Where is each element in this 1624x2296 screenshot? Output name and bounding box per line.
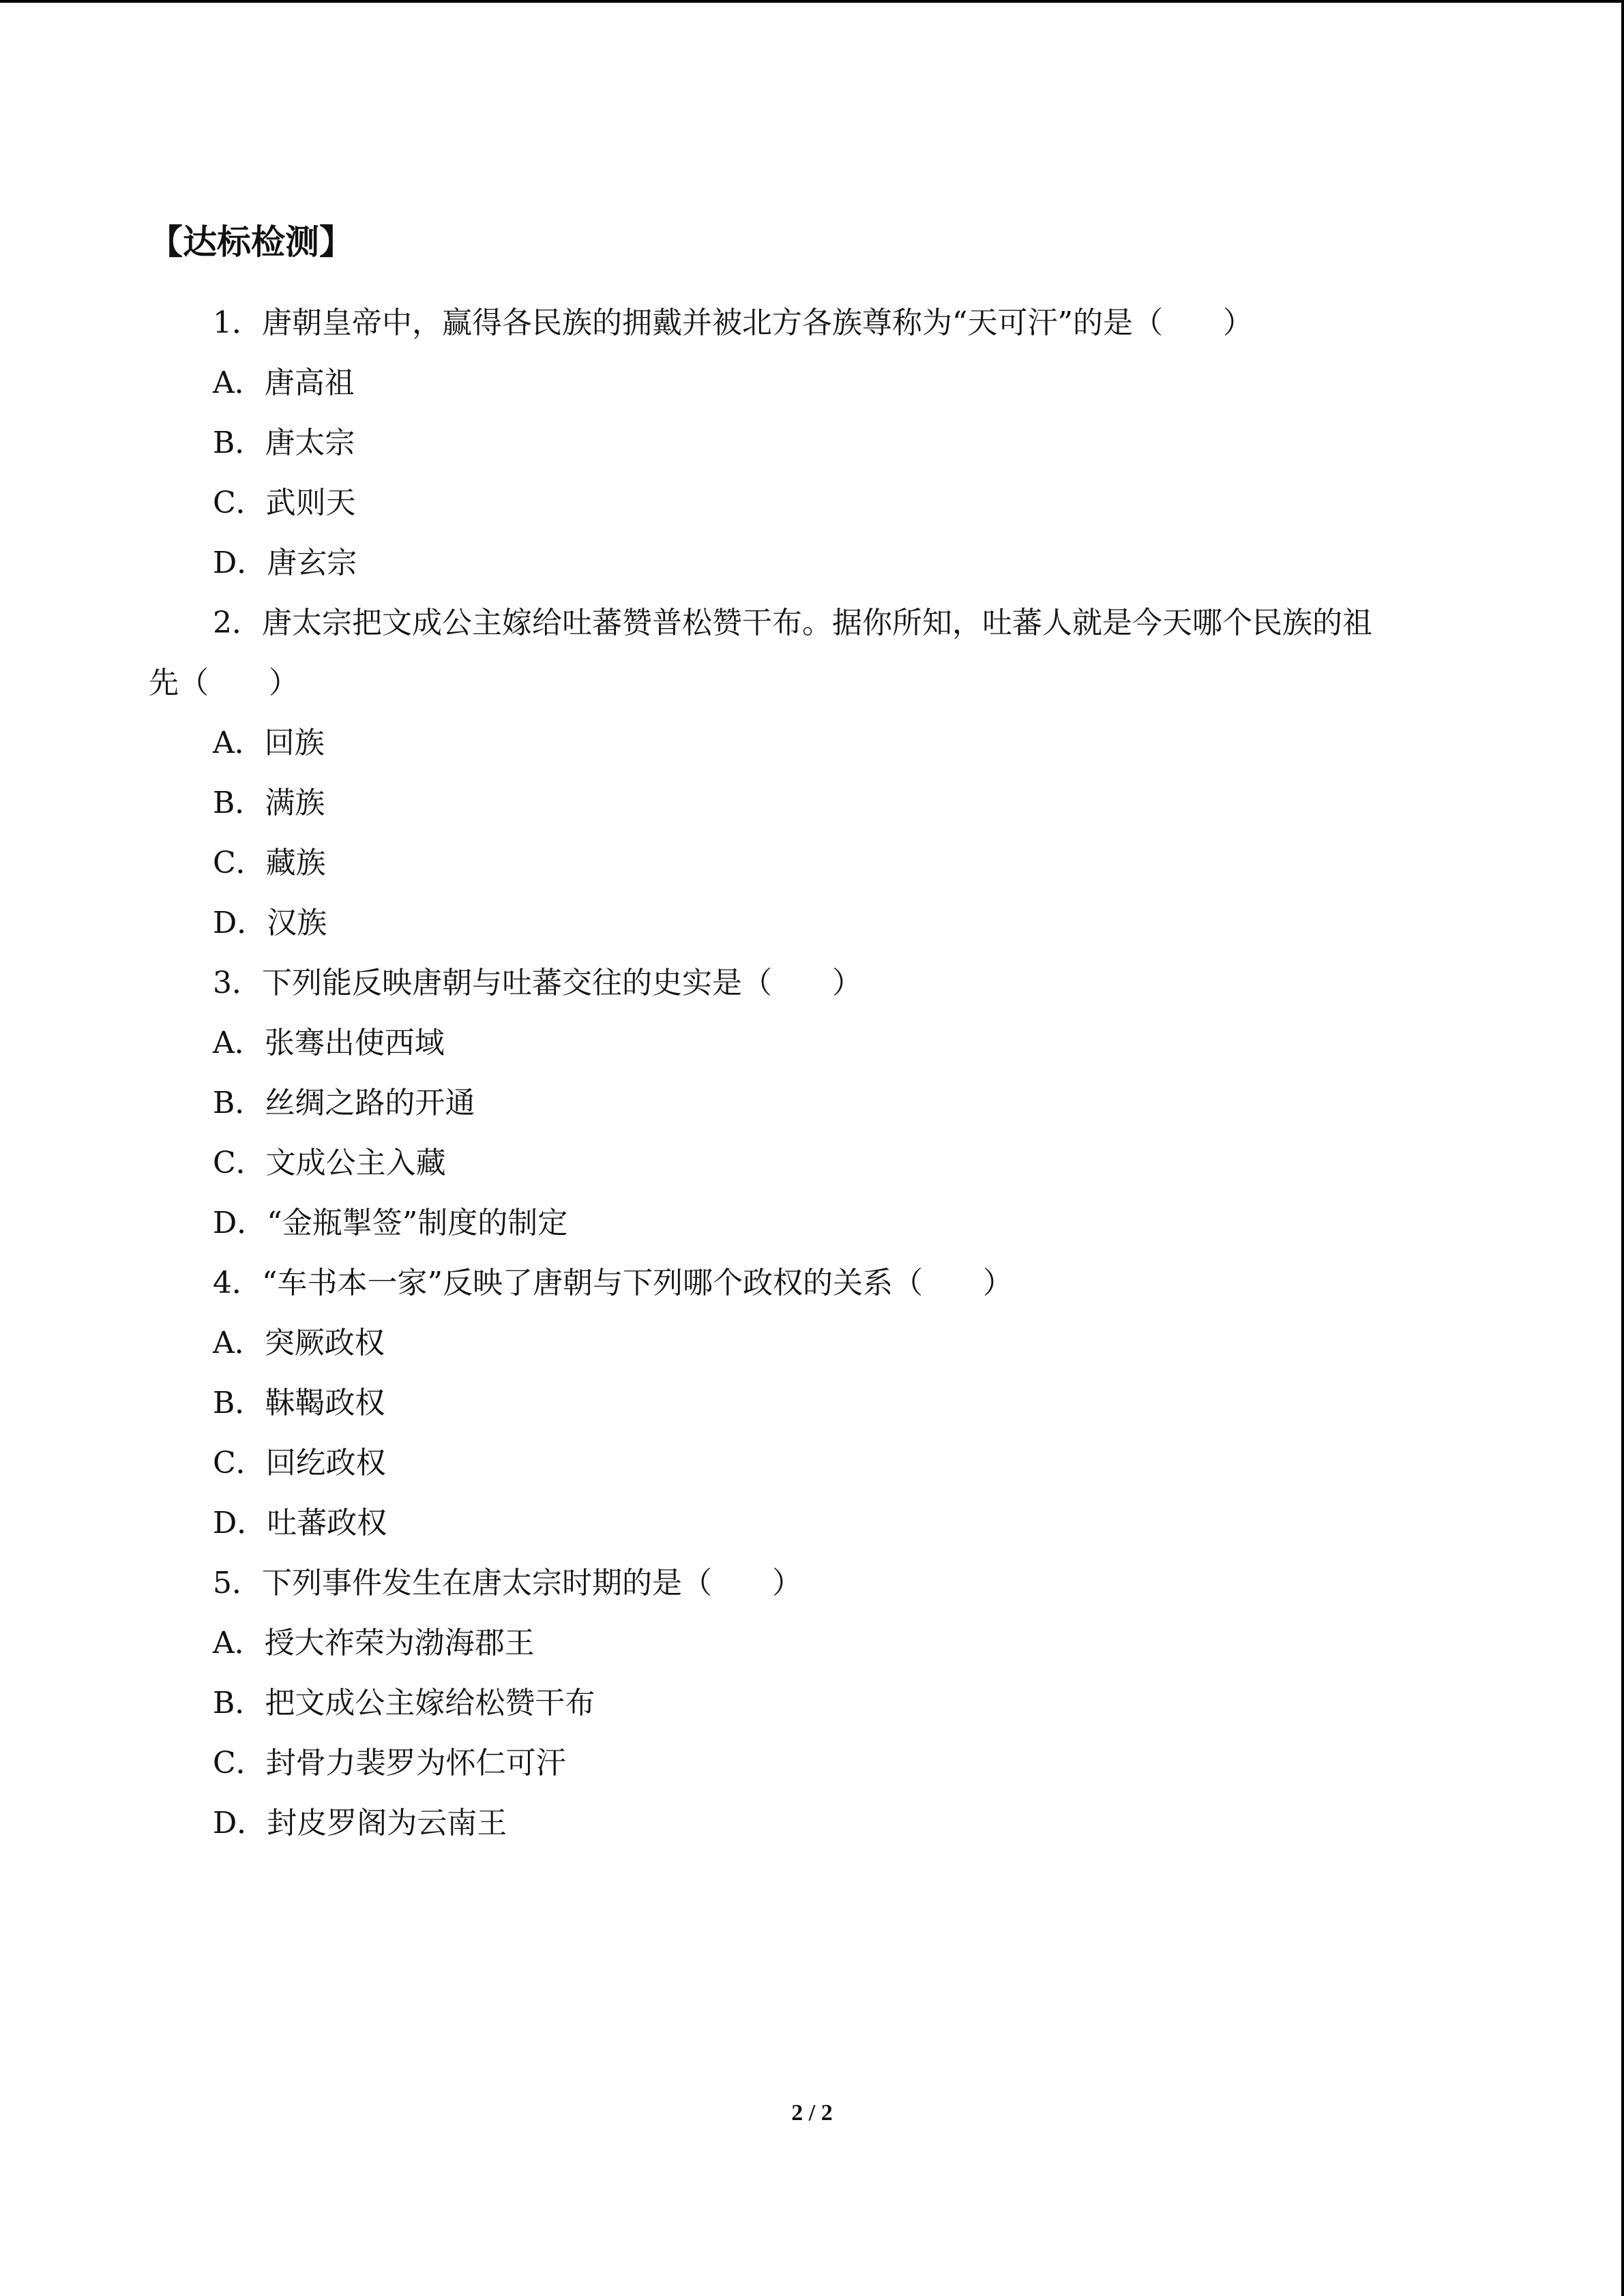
option-a: A．唐高祖 (213, 366, 355, 400)
question-stem-line-1: 2．唐太宗把文成公主嫁给吐蕃赞普松赞干布。据你所知，吐蕃人就是今天哪个民族的祖 (213, 606, 1372, 640)
question-stem: 3．下列能反映唐朝与吐蕃交往的史实是（ ） (213, 966, 862, 1000)
question-2 (149, 593, 1479, 953)
question-3 (149, 953, 1479, 1253)
option-b: B．唐太宗 (213, 426, 355, 460)
section-title: 【达标检测】 (149, 222, 353, 262)
option-a: A．回族 (213, 726, 325, 760)
page-border-top (0, 0, 1624, 3)
option-c: C．武则天 (213, 486, 356, 520)
option-b: B．满族 (213, 786, 325, 820)
option-d: D．唐玄宗 (213, 546, 357, 580)
question-4 (149, 1253, 1479, 1553)
option-a: A．张骞出使西域 (213, 1026, 445, 1060)
question-5 (149, 1553, 1479, 1853)
question-stem: 1．唐朝皇帝中，赢得各民族的拥戴并被北方各族尊称为“天可汗”的是（ ） (213, 305, 1253, 340)
question-stem: 4．“车书本一家”反映了唐朝与下列哪个政权的关系（ ） (213, 1266, 1013, 1300)
option-d: D．吐蕃政权 (213, 1506, 387, 1540)
question-stem: 5．下列事件发生在唐太宗时期的是（ ） (213, 1566, 802, 1600)
option-a: A．授大祚荣为渤海郡王 (213, 1626, 535, 1660)
page-border-right (1621, 0, 1624, 2296)
option-a: A．突厥政权 (213, 1326, 385, 1360)
option-c: C．藏族 (213, 846, 326, 880)
option-c: C．封骨力裴罗为怀仁可汗 (213, 1746, 566, 1780)
option-d: D．汉族 (213, 906, 327, 940)
page-number: 2 / 2 (791, 2100, 833, 2126)
option-d: D．“金瓶掣签”制度的制定 (213, 1206, 568, 1240)
question-1 (149, 293, 1479, 593)
option-b: B．把文成公主嫁给松赞干布 (213, 1686, 595, 1720)
document-body (149, 205, 1479, 1853)
option-c: C．文成公主入藏 (213, 1146, 446, 1180)
option-c: C．回纥政权 (213, 1446, 386, 1480)
option-d: D．封皮罗阁为云南王 (213, 1806, 507, 1840)
option-b: B．靺鞨政权 (213, 1386, 385, 1420)
option-b: B．丝绸之路的开通 (213, 1086, 475, 1120)
question-stem-line-2: 先（ ） (149, 666, 299, 700)
